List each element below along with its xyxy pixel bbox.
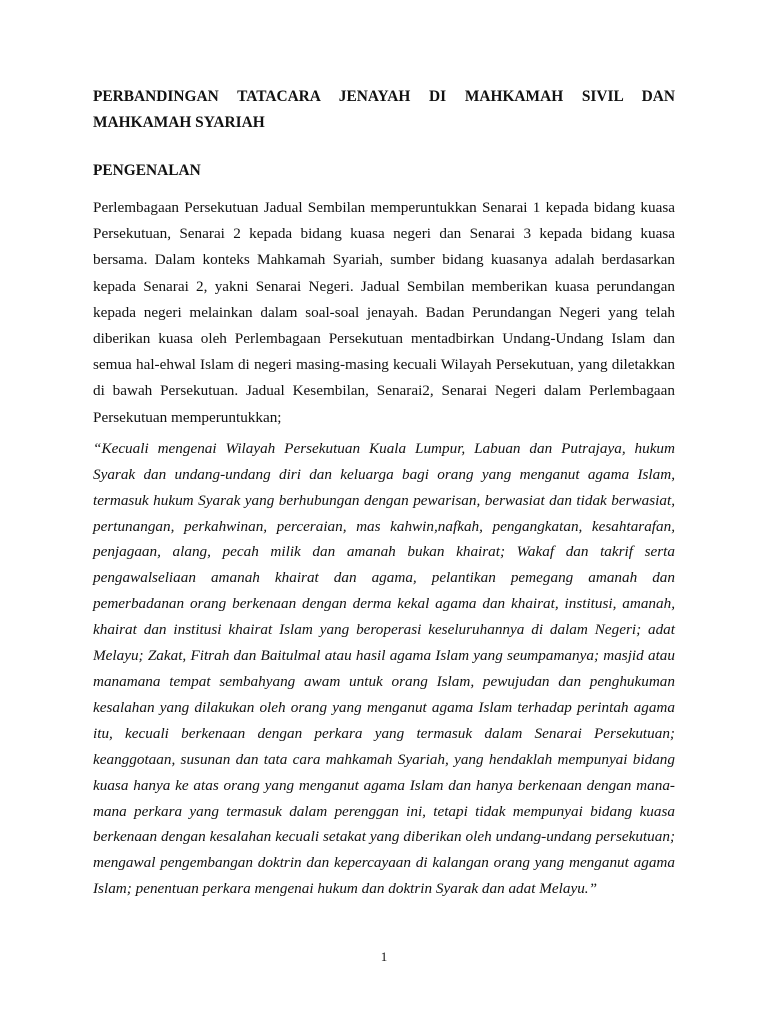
document-title-line-2: MAHKAMAH SYARIAH: [93, 114, 265, 131]
page-number: 1: [380, 949, 388, 964]
quoted-provision: “Kecuali mengenai Wilayah Persekutuan Kuala Lumpur, Labuan dan Putrajaya, hukum Syarak dan undang-undang diri dan keluarga bagi orang yang menganut agama Islam, termasuk hukum Syarak yang berhubungan dengan pewarisan, berwasiat dan tidak berwasiat, pertunangan, perkahwinan, perceraian, mas kahwin,nafkah, pengangkatan, kesahtarafan, penjagaan, alang, pecah milik dan amanah bukan khairat; Wakaf dan takrif serta pengawalseliaan amanah khairat dan agama, pelantikan pemegang amanah dan pemerbadanan orang berkenaan dengan derma kekal agama dan khairat, institusi, amanah, khairat dan institusi khairat Islam yang beroperasi keseluruhannya di dalam Negeri; adat Melayu; Zakat, Fitrah dan Baitulmal atau hasil agama Islam yang seumpamanya; masjid atau manamana tempat sembahyang awam untuk orang Islam, pewujudan dan penghukuman kesalahan yang dilakukan oleh orang yang menganut agama Islam terhadap perintah agama itu, kecuali berkenaan dengan perkara yang termasuk dalam Senarai Persekutuan; keanggotaan, susunan dan tata cara mahkamah Syariah, yang hendaklah mempunyai bidang kuasa hanya ke atas orang yang menganut agama Islam dan hanya berkenaan dengan mana-mana perkara yang termasuk dalam perenggan ini, tetapi tidak mempunyai bidang kuasa berkenaan dengan kesalahan kecuali setakat yang diberikan oleh undang-undang persekutuan; mengawal pengembangan doktrin dan kepercayaan di kalangan orang yang menganut agama Islam; penentuan perkara mengenai hukum dan doktrin Syarak dan adat Melayu.”: [93, 439, 675, 898]
document-page: [93, 84, 675, 902]
section-heading: PENGENALAN: [93, 162, 201, 179]
document-title: [93, 84, 675, 136]
document-title-line-1: PERBANDINGAN TATACARA JENAYAH DI MAHKAMAH SIVIL DAN: [93, 88, 675, 105]
intro-paragraph: Perlembagaan Persekutuan Jadual Sembilan memperuntukkan Senarai 1 kepada bidang kuasa Persekutuan, Senarai 2 kepada bidang kuasa negeri dan Senarai 3 kepada bidang kuasa bersama. Dalam konteks Mahkamah Syariah, sumber bidang kuasanya adalah berdasarkan kepada Senarai 2, yakni Senarai Negeri. Jadual Sembilan memberikan kuasa perundangan kepada negeri melainkan dalam soal-soal jenayah. Badan Perundangan Negeri yang telah diberikan kuasa oleh Perlembagaan Persekutuan mentadbirkan Undang-Undang Islam dan semua hal-ehwal Islam di negeri masing-masing kecuali Wilayah Persekutuan, yang diletakkan di bawah Persekutuan. Jadual Kesembilan, Senarai2, Senarai Negeri dalam Perlembagaan Persekutuan memperuntukkan;: [93, 199, 675, 426]
